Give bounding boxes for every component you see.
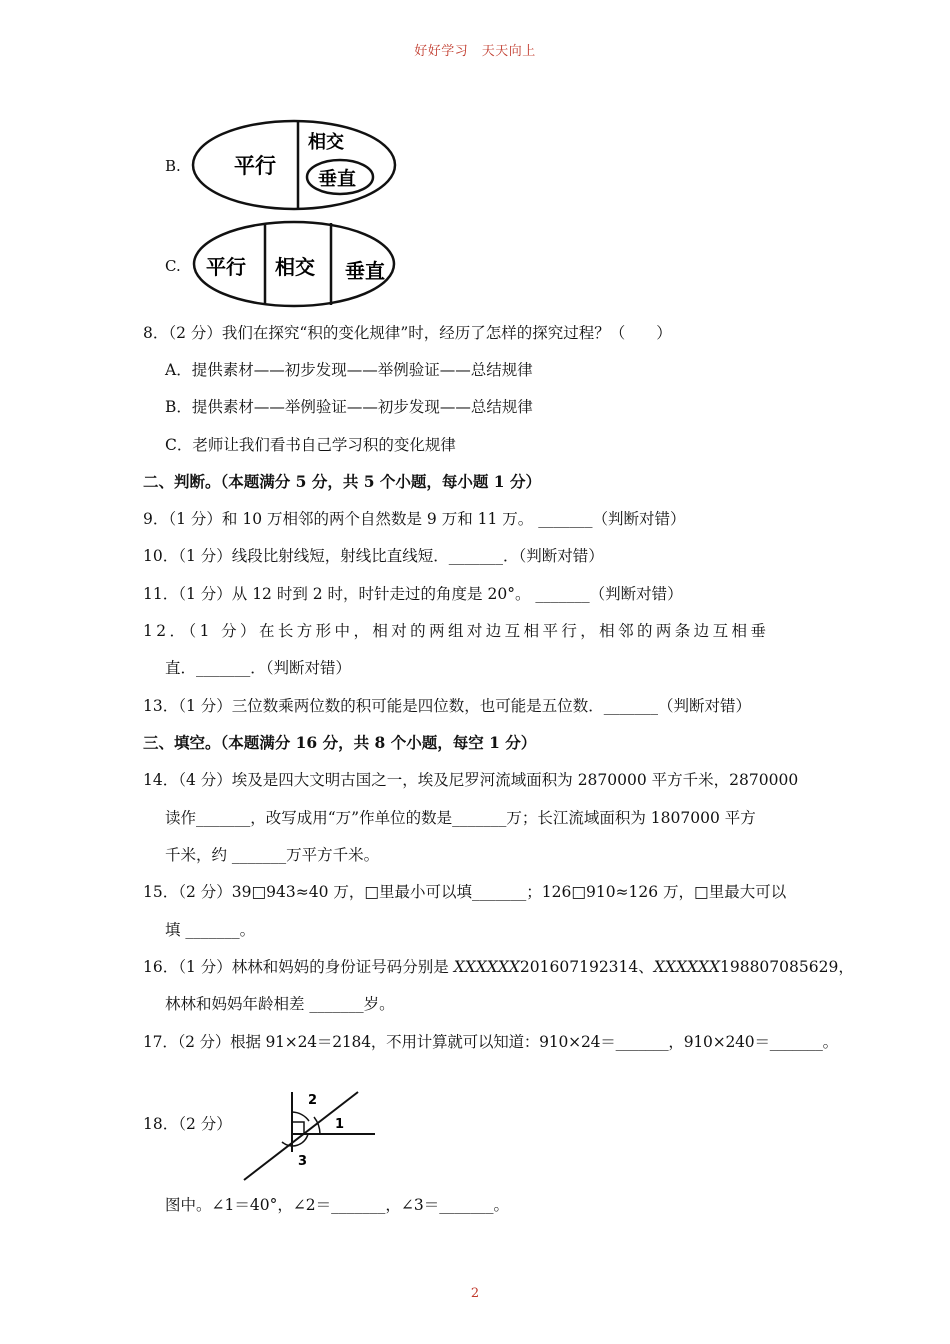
q8-option-a: A．提供素材——初步发现——举例验证——总结规律 <box>165 361 533 379</box>
angle-label-3: 3 <box>298 1154 308 1169</box>
label-parallel: 平行 <box>234 154 276 178</box>
q14-line2: 读作_______，改写成用“万”作单位的数是_______万；长江流域面积为 1807000 平方 <box>165 809 756 827</box>
angle-label-1: 1 <box>335 1117 345 1132</box>
q15-line1: 15．（2 分）39□943≈40 万，□里最小可以填_______；126□910≈126 万，□里最大可以 <box>143 883 787 901</box>
q18-stem: 18．（2 分） <box>143 1115 232 1133</box>
q16-id-prefix-2: XXXXXX <box>653 958 720 976</box>
option-c-diagram <box>190 218 402 310</box>
q16-text-b: 201607192314、 <box>519 958 654 976</box>
angle-label-2: 2 <box>308 1093 318 1108</box>
q16-id-prefix-1: XXXXXX <box>453 958 520 976</box>
q8-option-b: B．提供素材——举例验证——初步发现——总结规律 <box>165 398 533 416</box>
right-angle-mark <box>292 1122 304 1134</box>
page-header: 好好学习 天天向上 <box>414 44 536 59</box>
q17: 17．（2 分）根据 91×24＝2184，不用计算就可以知道：910×24＝_______，910×240＝_______。 <box>143 1033 838 1051</box>
label-perpendicular: 垂直 <box>318 168 357 190</box>
q14-line1: 14．（4 分）埃及是四大文明古国之一，埃及尼罗河流域面积为 2870000 平方千米，2870000 <box>143 771 799 789</box>
q16-text-c: 198807085629， <box>719 958 854 976</box>
angle-diagram <box>240 1090 380 1185</box>
q8-option-c: C．老师让我们看书自己学习积的变化规律 <box>165 436 456 454</box>
label-intersect: 相交 <box>308 132 344 153</box>
q10: 10．（1 分）线段比射线短，射线比直线短．_______．（判断对错） <box>143 547 604 565</box>
q16-line1 <box>143 957 854 977</box>
q16-line2: 林林和妈妈年龄相差 _______岁。 <box>165 995 395 1013</box>
option-b-diagram <box>190 115 402 215</box>
label-perpendicular: 垂直 <box>345 259 385 283</box>
q13: 13．（1 分）三位数乘两位数的积可能是四位数，也可能是五位数．_______（判断对错） <box>143 697 752 715</box>
q15-line2: 填 _______。 <box>165 921 256 939</box>
q16-text-a: 16．（1 分）林林和妈妈的身份证号码分别是 <box>143 958 454 976</box>
option-b-label: B. <box>165 157 181 175</box>
q9: 9．（1 分）和 10 万相邻的两个自然数是 9 万和 11 万。 _______（判断对错） <box>143 510 686 528</box>
q18-caption: 图中。∠1＝40°，∠2＝_______，∠3＝_______。 <box>165 1196 510 1214</box>
section-2-heading: 二、判断。（本题满分 5 分，共 5 个小题，每小题 1 分） <box>143 472 541 491</box>
label-parallel: 平行 <box>206 255 246 279</box>
section-3-heading: 三、填空。（本题满分 16 分，共 8 个小题，每空 1 分） <box>143 733 537 752</box>
q14-line3: 千米，约 _______万平方千米。 <box>165 846 380 864</box>
q8-stem: 8．（2 分）我们在探究“积的变化规律”时，经历了怎样的探究过程？（ ） <box>143 324 672 342</box>
q12-line2: 直．_______．（判断对错） <box>165 659 352 677</box>
option-c-label: C. <box>165 257 181 275</box>
page-number: 2 <box>470 1286 480 1301</box>
q11: 11．（1 分）从 12 时到 2 时，时针走过的角度是 20°。 _______（判断对错） <box>143 585 683 603</box>
label-intersect: 相交 <box>275 255 315 279</box>
q12-line1: 12．（1 分）在长方形中，相对的两组对边互相平行，相邻的两条边互相垂 <box>143 622 770 640</box>
angle-2-arc <box>292 1112 309 1121</box>
